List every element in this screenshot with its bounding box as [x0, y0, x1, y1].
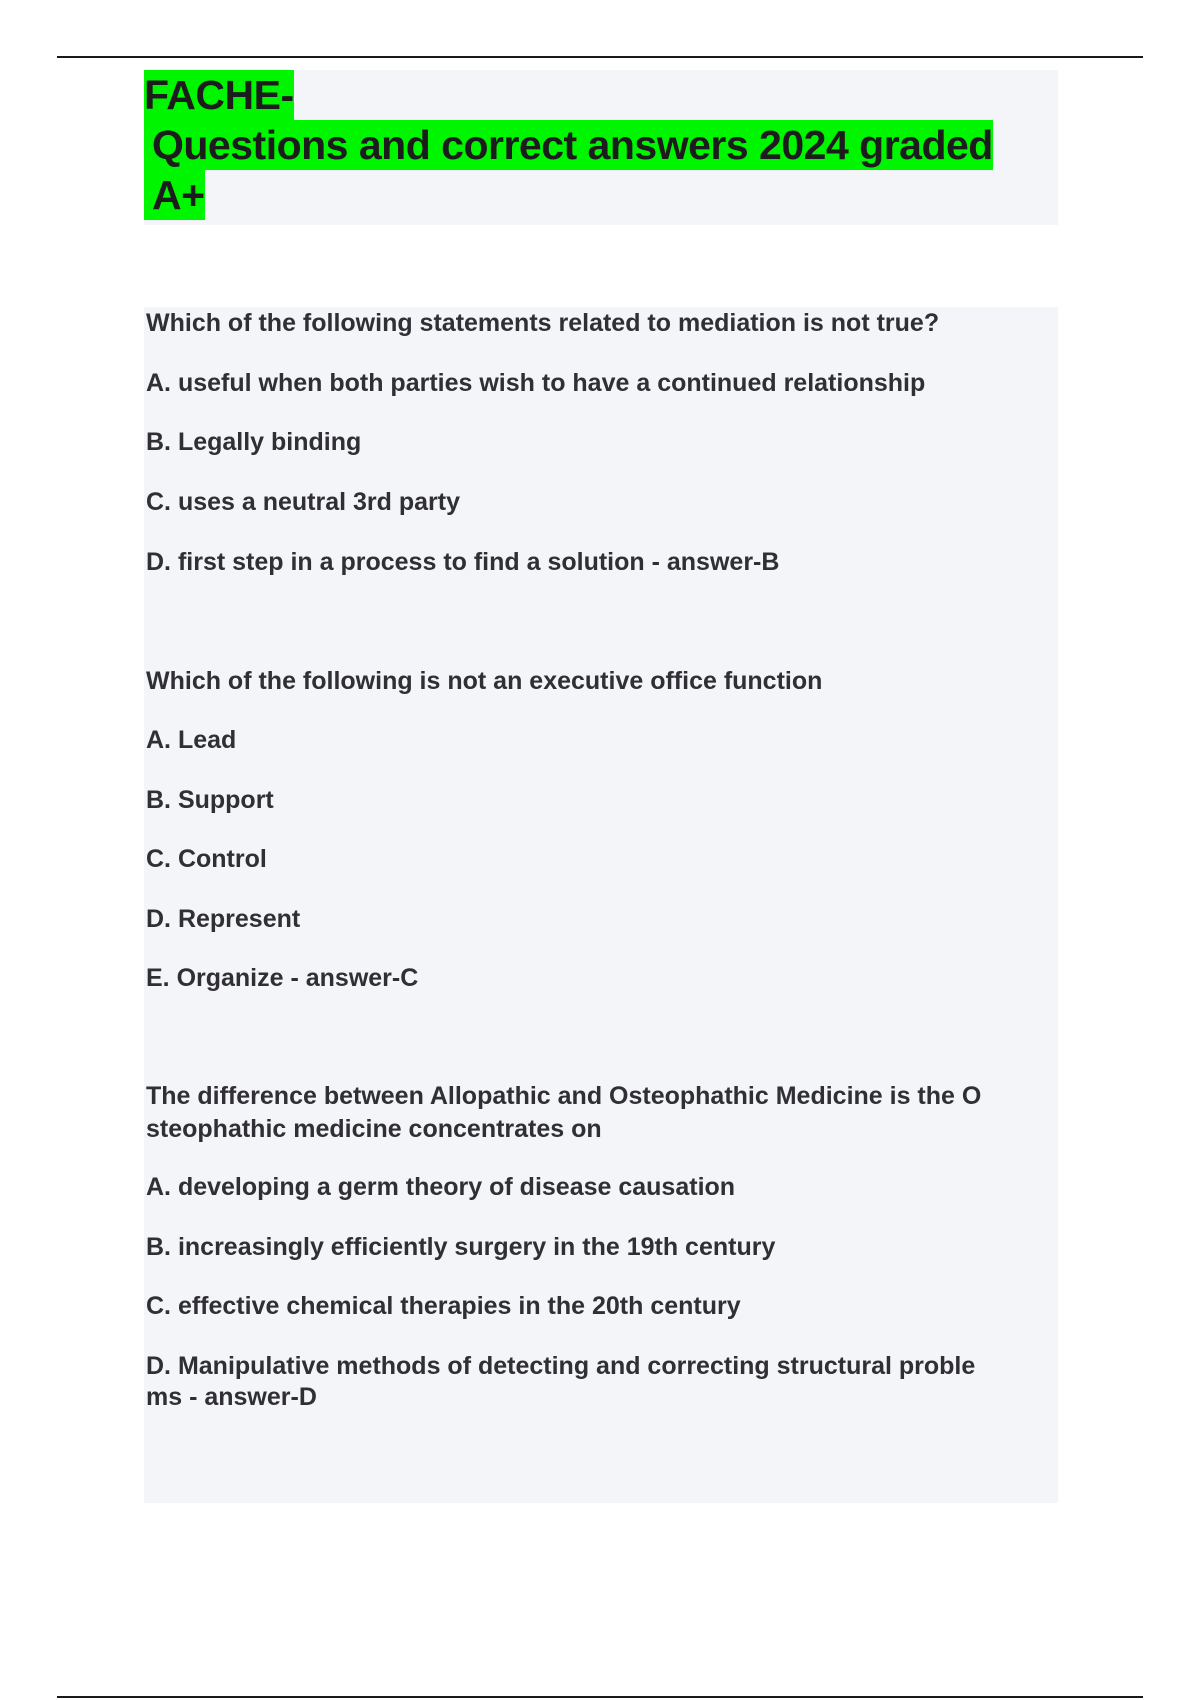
question-1-option-b: B. Legally binding [146, 428, 362, 456]
question-2-option-d: D. Represent [146, 905, 301, 933]
question-3-option-d-line-1: D. Manipulative methods of detecting and correcting structural proble [146, 1352, 976, 1380]
question-3-option-a: A. developing a germ theory of disease causation [146, 1173, 736, 1201]
top-rule [57, 56, 1143, 58]
question-3-option-d-line-2: ms - answer-D [146, 1383, 317, 1411]
question-1-option-a: A. useful when both parties wish to have a continued relationship [146, 369, 926, 397]
questions-section [144, 307, 1058, 1503]
title-line-1: FACHE- [144, 72, 294, 118]
bottom-rule [57, 1696, 1143, 1698]
document-title [144, 70, 1058, 225]
title-line-3: A+ [144, 170, 205, 220]
question-1-option-c: C. uses a neutral 3rd party [146, 488, 461, 516]
question-3-text-line-1: The difference between Allopathic and Osteophathic Medicine is the O [146, 1082, 982, 1110]
question-1-option-d: D. first step in a process to find a solution - answer-B [146, 548, 780, 576]
question-3-text-line-2: steophathic medicine concentrates on [146, 1115, 602, 1143]
title-line-2: Questions and correct answers 2024 graded [144, 120, 993, 170]
question-1-text: Which of the following statements related to mediation is not true? [146, 309, 940, 337]
question-2-option-b: B. Support [146, 786, 274, 814]
question-2-option-c: C. Control [146, 845, 267, 873]
question-3-option-b: B. increasingly efficiently surgery in the 19th century [146, 1233, 776, 1261]
question-3-option-c: C. effective chemical therapies in the 20th century [146, 1292, 741, 1320]
question-2-option-a: A. Lead [146, 726, 237, 754]
question-2-text: Which of the following is not an executive office function [146, 667, 823, 695]
question-2-option-e: E. Organize - answer-C [146, 964, 419, 992]
